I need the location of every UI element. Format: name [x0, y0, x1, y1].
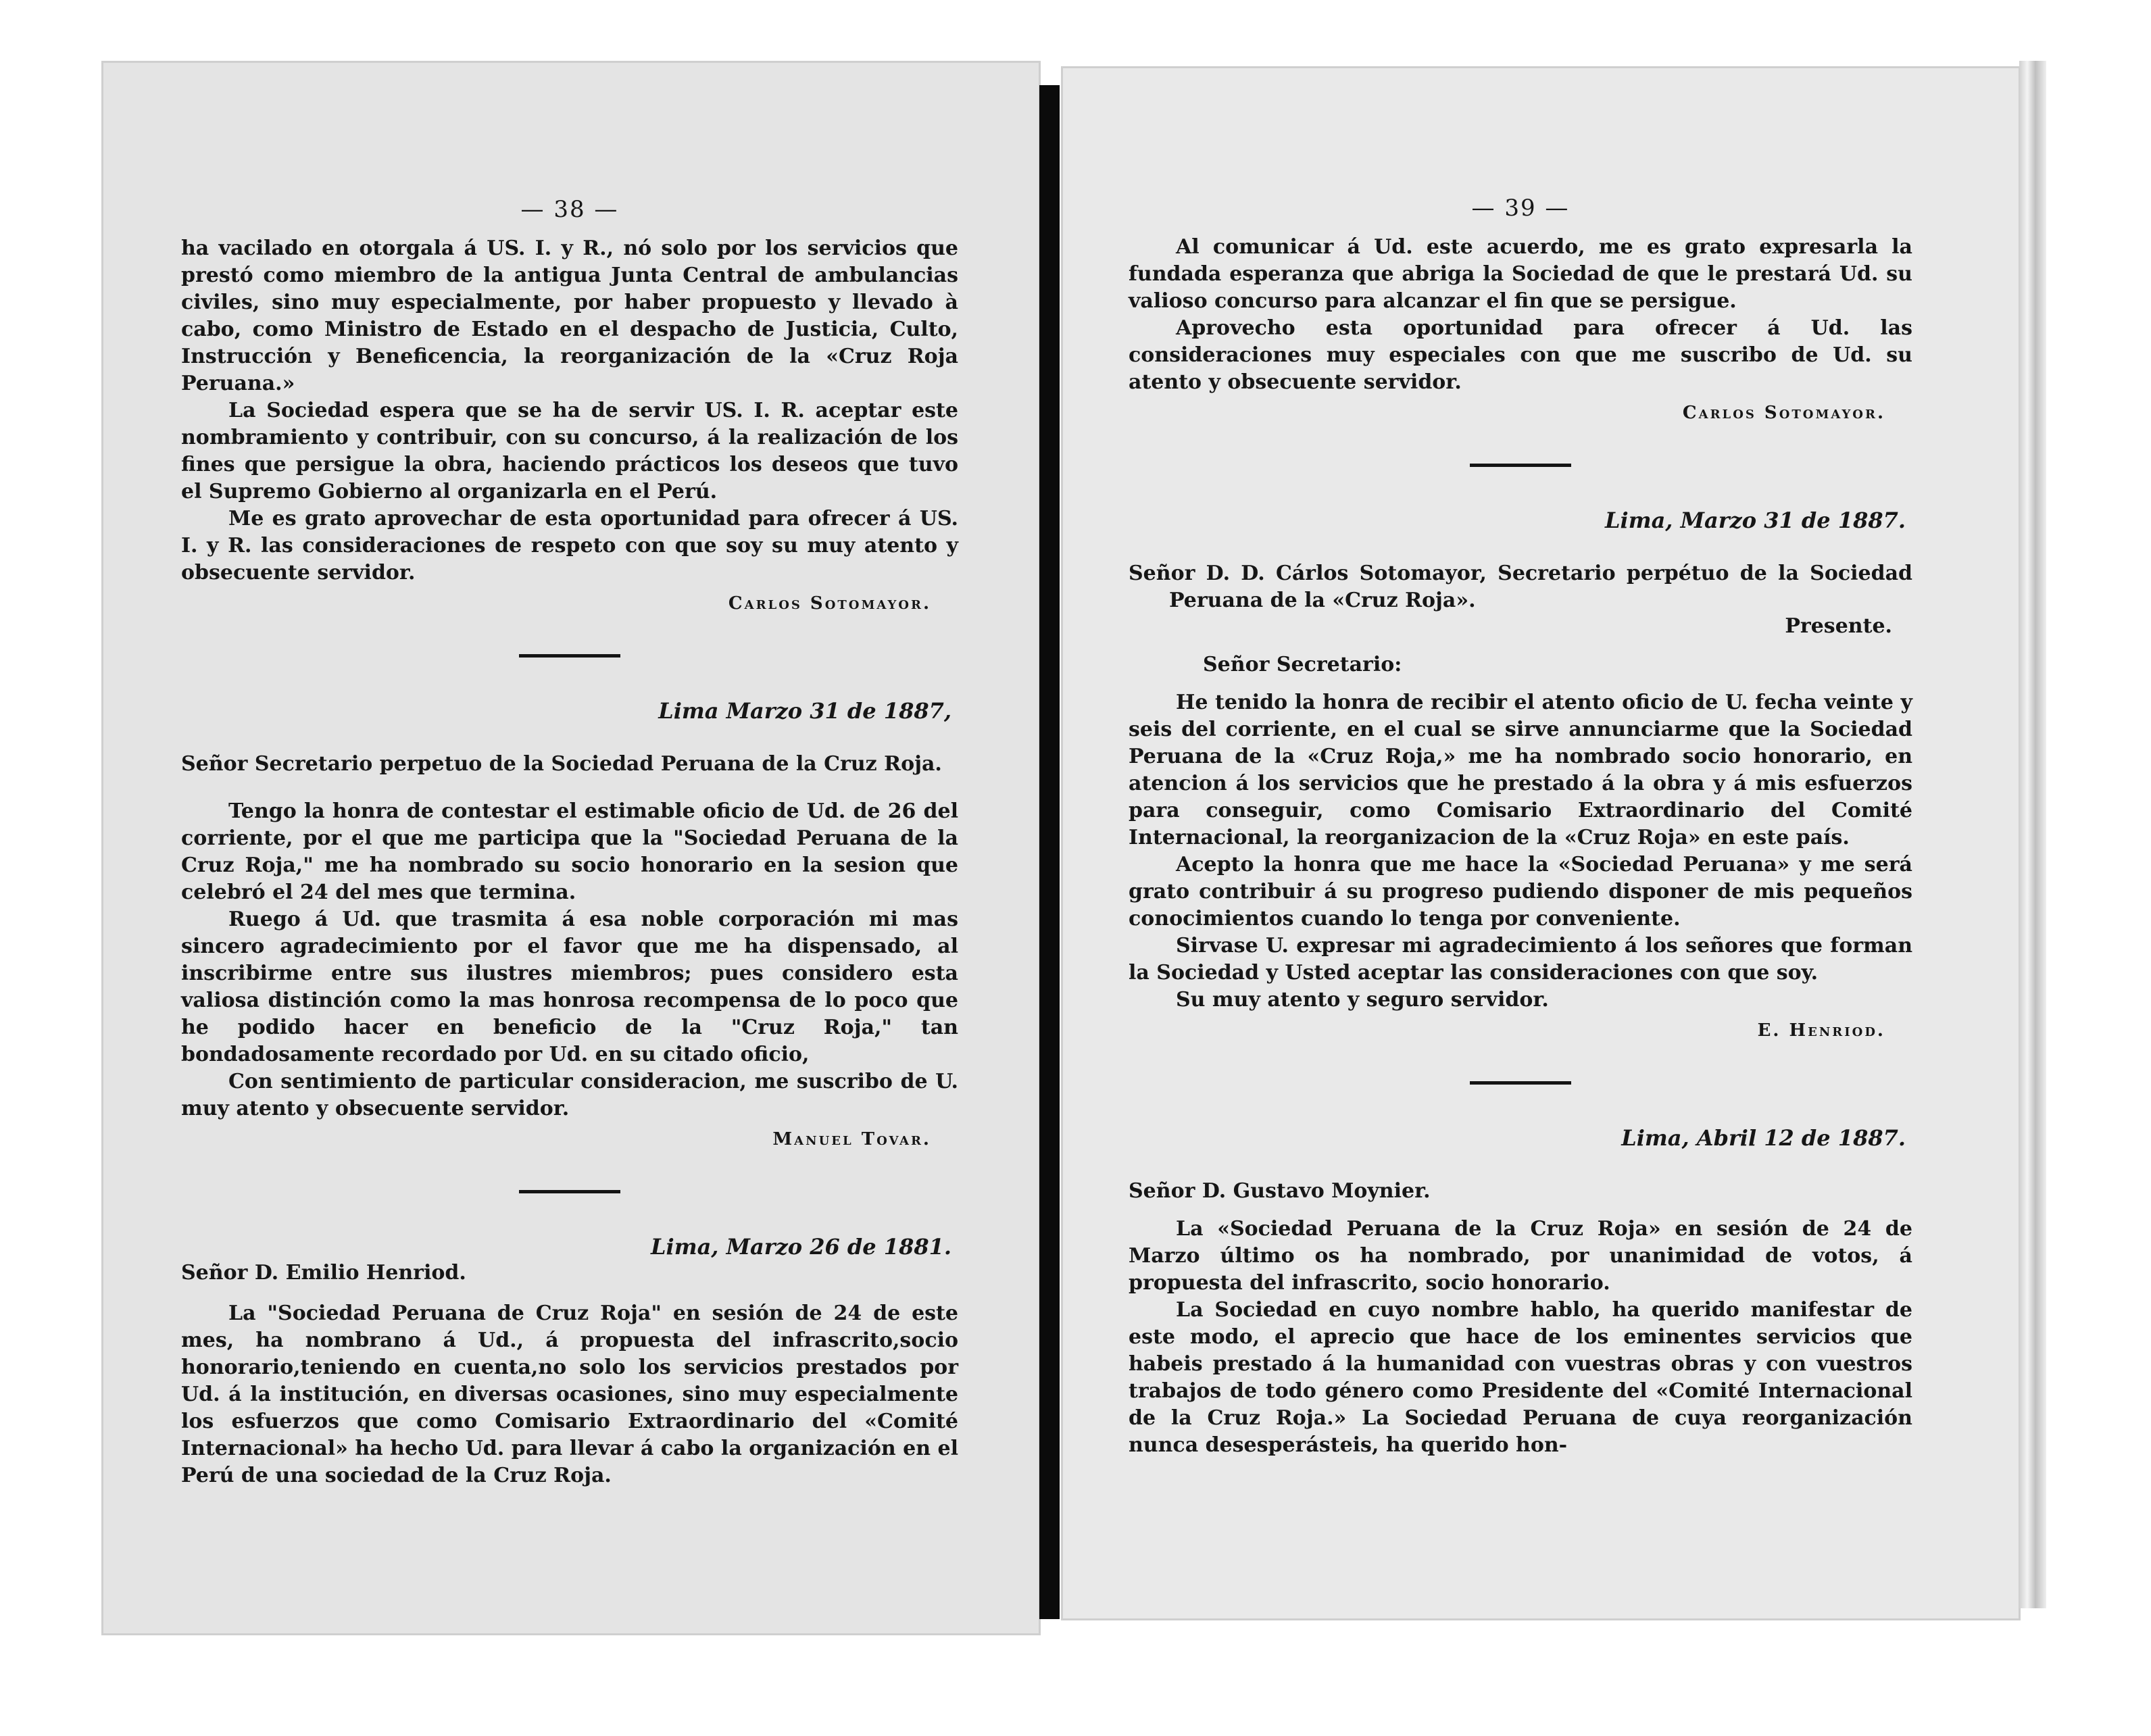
- right-page-column: [1129, 195, 1912, 1459]
- right-letter3-paragraph-2: La Sociedad en cuyo nombre hablo, ha querido manifestar de este modo, el aprecio que hace de los eminentes servicios que habeis prestado á la humanidad con vuestras obras y con vuestros trabajos de todo género como Presidente del «Comité Internacional de la Cruz Roja.» La Sociedad Peruana de cuya reorganización nunca desesperásteis, ha querido hon-: [1129, 1298, 1912, 1457]
- left-letter1-paragraph-1: ha vacilado en otorgala á US. I. y R., nó solo por los servicios que prestó como miembro de la antigua Junta Central de ambulancias civiles, sino muy especialmente, por haber propuesto y llevado à cabo, como Ministro de Estado en el despacho de Justicia, Culto, Instrucción y Beneficencia, la reorganización de la «Cruz Roja Peruana.»: [181, 237, 958, 395]
- book-gutter: [1039, 85, 1060, 1619]
- right-letter2-addressee: Señor D. D. Cárlos Sotomayor, Secretario perpétuo de la Sociedad Peruana de la «Cruz Roja».: [1129, 562, 1912, 612]
- section-divider: [1470, 464, 1571, 467]
- left-letter1-paragraph-2: La Sociedad espera que se ha de servir US. I. R. aceptar este nombramiento y contribuir, con su concurso, á la realización de los fines que persigue la obra, haciendo prácticos los deseos que tuvo el Supremo Gobierno al organizarla en el Perú.: [181, 399, 958, 503]
- section-divider: [519, 1190, 620, 1193]
- right-letter2-paragraph-3: Sirvase U. expresar mi agradecimiento á los señores que forman la Sociedad y Usted aceptar las consideraciones con que soy.: [1129, 934, 1912, 985]
- right-letter2-salutation: Señor Secretario:: [1203, 653, 1402, 676]
- left-letter2-addressee: Señor Secretario perpetuo de la Sociedad Peruana de la Cruz Roja.: [181, 752, 942, 776]
- left-letter3-addressee: Señor D. Emilio Henriod.: [181, 1261, 466, 1285]
- left-letter2-paragraph-3: Con sentimiento de particular consideracion, me suscribo de U. muy atento y obsecuente servidor.: [181, 1070, 958, 1120]
- page-edges: [2019, 61, 2046, 1608]
- left-letter2-paragraph-2: Ruego á Ud. que trasmita á esa noble corporación mi mas sincero agradecimiento por el favor que me ha dispensado, al inscribirme entre sus ilustres miembros; pues considero esta valiosa distinción como la mas honrosa recompensa de lo poco que he podido hacer en beneficio de la "Cruz Roja," tan bondadosamente recordado por Ud. en su citado oficio,: [181, 908, 958, 1066]
- right-letter2-paragraph-1: He tenido la honra de recibir el atento oficio de U. fecha veinte y seis del corriente, en el cual se sirve annunciarme que la Sociedad Peruana de la «Cruz Roja,» me ha nombrado socio honorario, en atencion á los servicios que he prestado á la obra y á mis esfuerzos para conseguir, como Comisario Extraordinario del Comité Internacional, la reorganizacion de la «Cruz Roja» en este país.: [1129, 691, 1912, 849]
- left-letter2-paragraph-1: Tengo la honra de contestar el estimable oficio de Ud. de 26 del corriente, por el que me participa que la "Sociedad Peruana de la Cruz Roja," me ha nombrado su socio honorario en la sesion que celebró el 24 del mes que termina.: [181, 799, 958, 904]
- right-letter2-paragraph-2: Acepto la honra que me hace la «Sociedad Peruana» y me será grato contribuir á su progreso pudiendo disponer de mis pequeños conocimientos cuando lo tenga por conveniente.: [1129, 853, 1912, 931]
- right-letter3-addressee: Señor D. Gustavo Moynier.: [1129, 1179, 1431, 1203]
- right-letter1-signature: Carlos Sotomayor.: [1682, 403, 1885, 423]
- right-letter3-date: Lima, Abril 12 de 1887.: [1621, 1125, 1906, 1151]
- page-number-38: — 38 —: [520, 196, 619, 223]
- section-divider: [1470, 1081, 1571, 1085]
- right-page: [1061, 66, 2021, 1620]
- right-letter2-date: Lima, Marzo 31 de 1887.: [1605, 507, 1906, 533]
- left-letter3-paragraph-1: La "Sociedad Peruana de Cruz Roja" en sesión de 24 de este mes, ha nombrano á Ud., á propuesta del infrascrito,socio honorario,teniendo en cuenta,no solo los servicios prestados por Ud. á la institución, en diversas ocasiones, sino muy especialmente los esfuerzos que como Comisario Extraordinario del «Comité Internacional» ha hecho Ud. para llevar á cabo la organización en el Perú de una sociedad de la Cruz Roja.: [181, 1301, 958, 1487]
- section-divider: [519, 654, 620, 658]
- left-page: [101, 61, 1041, 1635]
- page-number-39: — 39 —: [1471, 195, 1570, 222]
- left-letter1-signature: Carlos Sotomayor.: [728, 593, 931, 614]
- right-letter2-signature: E. Henriod.: [1757, 1020, 1885, 1041]
- left-letter2-signature: Manuel Tovar.: [772, 1129, 931, 1149]
- right-letter2-closing: Su muy atento y seguro servidor.: [1176, 988, 1549, 1012]
- book-spread: [101, 61, 2019, 1635]
- left-letter3-date: Lima, Marzo 26 de 1881.: [651, 1234, 951, 1260]
- left-page-column: [181, 196, 958, 1489]
- left-letter1-paragraph-3: Me es grato aprovechar de esta oportunidad para ofrecer á US. I. y R. las consideraciones de respeto con que soy su muy atento y obsecuente servidor.: [181, 507, 958, 585]
- right-letter2-presente: Presente.: [1785, 614, 1892, 638]
- right-letter1-paragraph-1: Al comunicar á Ud. este acuerdo, me es grato expresarla la fundada esperanza que abriga la Sociedad de que le prestará Ud. su valioso concurso para alcanzar el fin que se persigue.: [1129, 235, 1912, 313]
- right-letter1-paragraph-2: Aprovecho esta oportunidad para ofrecer á Ud. las consideraciones muy especiales con que me suscribo de Ud. su atento y obsecuente servidor.: [1129, 316, 1912, 394]
- left-letter2-date: Lima Marzo 31 de 1887,: [658, 698, 951, 724]
- right-letter3-paragraph-1: La «Sociedad Peruana de la Cruz Roja» en sesión de 24 de Marzo último os ha nombrado, por unanimidad de votos, á propuesta del infrascrito, socio honorario.: [1129, 1217, 1912, 1295]
